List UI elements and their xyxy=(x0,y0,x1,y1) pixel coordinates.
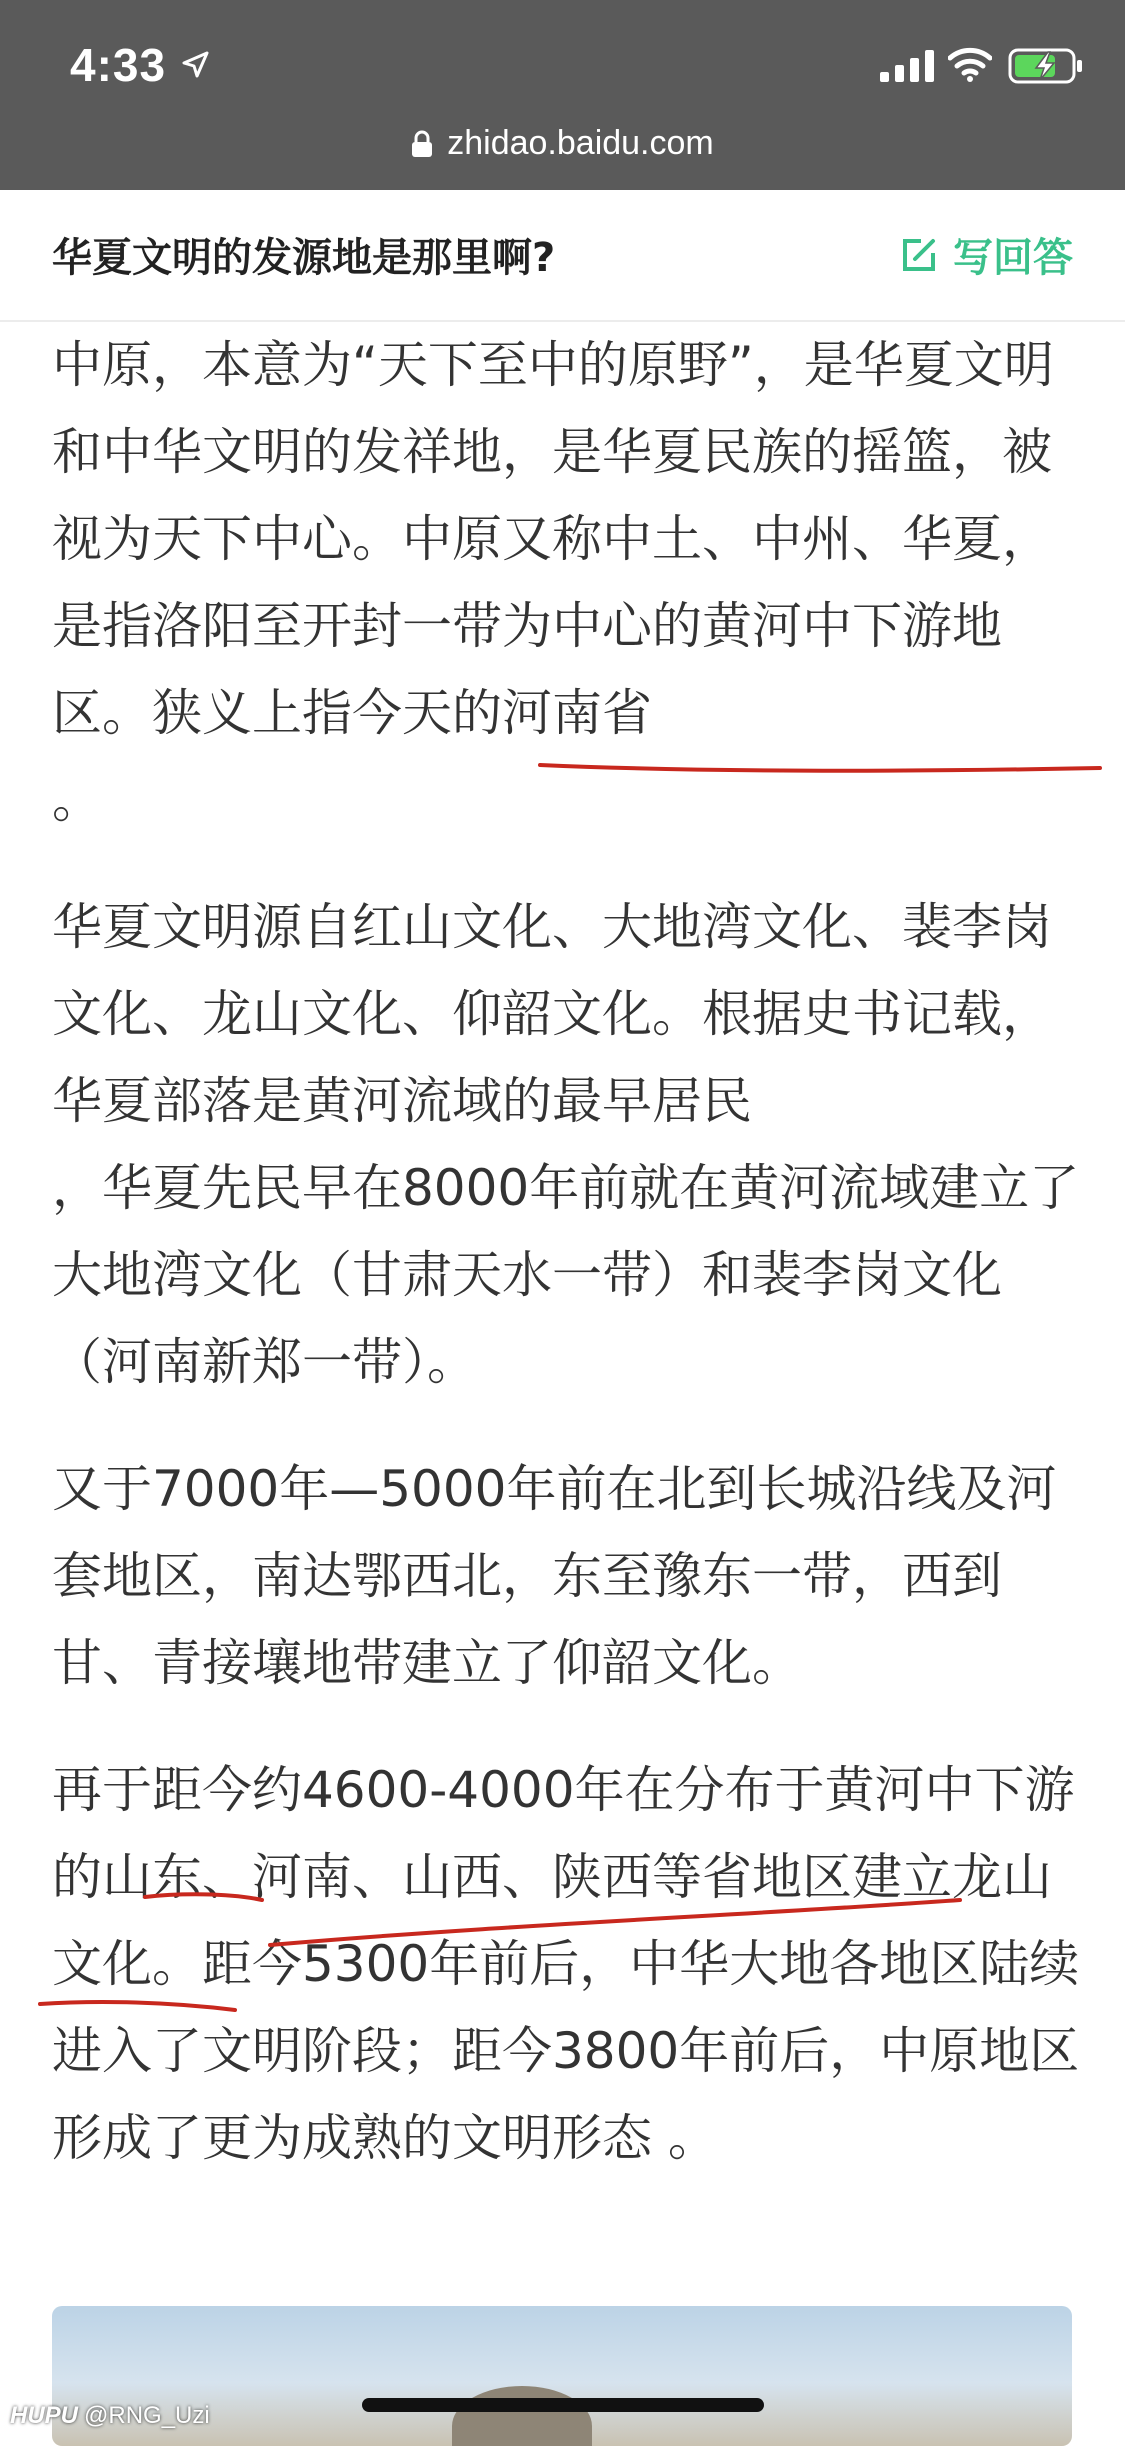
url-text: zhidao.baidu.com xyxy=(447,124,714,162)
watermark-logo: HUPU xyxy=(10,2402,79,2429)
url-bar[interactable] xyxy=(0,118,1125,168)
battery-charging-icon xyxy=(1008,48,1084,84)
write-answer-button[interactable] xyxy=(899,226,1073,283)
image-landscape xyxy=(452,2386,592,2446)
watermark xyxy=(10,2402,210,2430)
answer-paragraph: 中原，本意为“天下至中的原野”，是华夏文明和中华文明的发祥地，是华夏民族的摇篮，被视为天下中心。中原又称中土、中州、华夏，是指洛阳至开封一带为中心的黄河中下游地区。狭义上指今天的河南省 。 xyxy=(52,336,1054,829)
write-answer-label: 写回答 xyxy=(953,235,1073,281)
lock-icon xyxy=(411,130,433,158)
home-indicator[interactable] xyxy=(362,2398,764,2412)
cellular-signal-icon xyxy=(880,50,936,82)
answer-paragraph: 再于距今约4600-4000年在分布于黄河中下游的山东、河南、山西、陕西等省地区建立龙山文化。距今5300年前后，中华大地各地区陆续进入了文明阶段；距今3800年前后，中原地区形成了更为成熟的文明形态 。 xyxy=(52,1761,1080,2167)
question-title: 华夏文明的发源地是那里啊? xyxy=(52,235,556,281)
answer-body xyxy=(52,322,1082,2222)
watermark-user: @RNG_Uzi xyxy=(84,2402,210,2429)
edit-icon xyxy=(899,235,939,275)
location-arrow-icon xyxy=(180,50,210,80)
wifi-icon xyxy=(948,46,992,82)
answer-paragraph: 华夏文明源自红山文化、大地湾文化、裴李岗文化、龙山文化、仰韶文化。根据史书记载，华夏部落是黄河流域的最早居民 ，华夏先民早在8000年前就在黄河流域建立了大地湾文化（甘肃天水一带）和裴李岗文化（河南新郑一带）。 xyxy=(52,898,1080,1391)
answer-paragraph: 又于7000年—5000年前在北到长城沿线及河套地区，南达鄂西北，东至豫东一带，西到甘、青接壤地带建立了仰韶文化。 xyxy=(52,1460,1057,1692)
status-time: 4:33 xyxy=(70,39,167,91)
top-chrome xyxy=(0,0,1125,190)
question-header xyxy=(0,190,1125,322)
